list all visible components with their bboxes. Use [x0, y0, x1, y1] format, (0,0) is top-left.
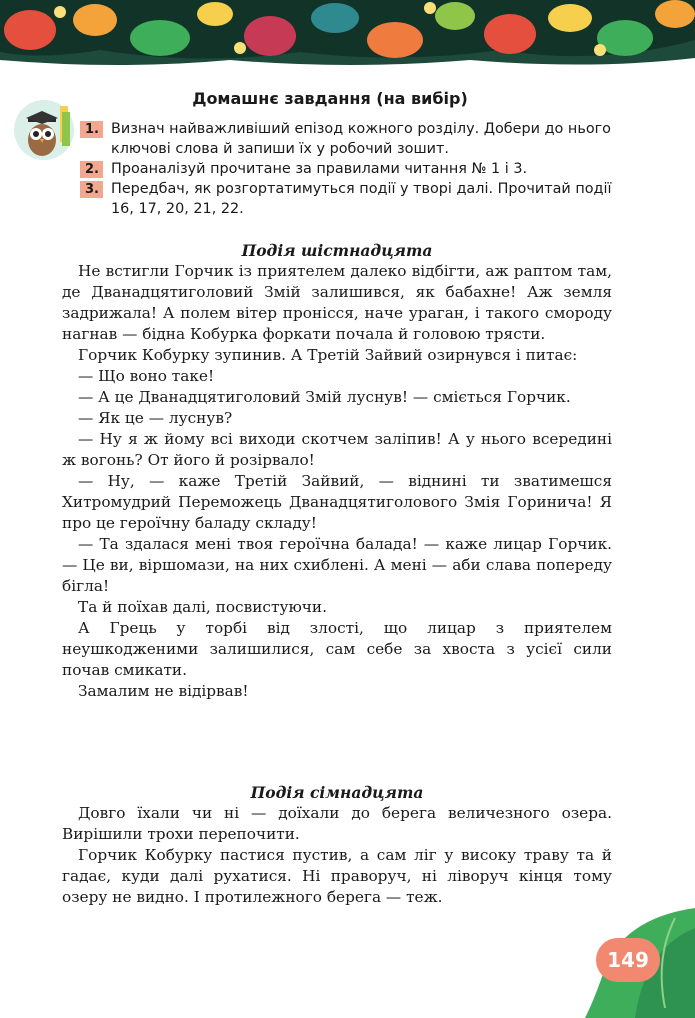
owl-mascot-icon [12, 96, 76, 162]
task-item [80, 119, 620, 159]
task-item [80, 179, 620, 219]
story-paragraph: Горчик Кобурку пастися пустив, а сам ліг у високу траву та й гадає, куди далі рухатися. Ні праворуч, ні ліворуч кінця тому озеру не видно. І протилежного берега — теж. [62, 846, 612, 906]
story-paragraph: Замалим не відірвав! [78, 682, 249, 700]
story-paragraph: — Ну, — каже Третій Зайвий, — віднині ти зватимешся Хитромудрий Переможець Дванадцятиголового Змія Горинича! Я про це героїчну баладу складу! [62, 472, 612, 532]
task-number-badge: 2. [80, 161, 103, 178]
floral-banner [0, 0, 695, 66]
event-17-heading: Подія сімнадцята [250, 783, 424, 802]
page-number: 149 [596, 938, 660, 982]
task-number-badge: 1. [80, 121, 103, 138]
homework-title: Домашнє завдання (на вибір) [192, 89, 468, 108]
event-16-section [62, 240, 612, 702]
task-text: Проаналізуй прочитане за правилами читання № 1 і 3. [111, 161, 528, 177]
story-paragraph: — Як це — луснув? [78, 409, 233, 427]
event-16-heading: Подія шістнадцята [241, 241, 433, 260]
task-number-badge: 3. [80, 181, 103, 198]
story-paragraph: А Грець у торбі від злості, що лицар з приятелем неушкодженими залишилися, сам себе за хвоста з усієї сили почав смикати. [62, 619, 612, 679]
story-paragraph: Та й поїхав далі, посвистуючи. [78, 598, 327, 616]
task-text: Визнач найважливіший епізод кожного розділу. Добери до нього ключові слова й запиши їх у робочий зошит. [111, 121, 611, 157]
story-paragraph: — А це Дванадцятиголовий Змій луснув! — сміється Горчик. [78, 388, 571, 406]
story-paragraph: — Та здалася мені твоя героїчна балада! — каже лицар Горчик. — Це ви, віршомази, на них схиблені. А мені — аби слава попереду бігла! [62, 535, 612, 595]
task-item [80, 159, 620, 179]
story-paragraph: — Ну я ж йому всі виходи скотчем заліпив! А у нього всередині ж вогонь? От його й розірвало! [62, 430, 612, 469]
event-17-section [62, 782, 612, 908]
story-paragraph: — Що воно таке! [78, 367, 215, 385]
homework-task-list [80, 119, 620, 219]
task-text: Передбач, як розгортатимуться події у творі далі. Прочитай події 16, 17, 20, 21, 22. [111, 181, 612, 217]
story-paragraph: Не встигли Горчик із приятелем далеко відбігти, аж раптом там, де Дванадцятиголовий Змій залишився, як бабахне! Аж земля задрижала! А полем вітер пронісся, наче ураган, і такого смороду нагнав — бідна Кобурка форкати почала й головою трясти. [62, 262, 612, 343]
story-paragraph: Горчик Кобурку зупинив. А Третій Зайвий озирнувся і питає: [78, 346, 578, 364]
story-paragraph: Довго їхали чи ні — доїхали до берега величезного озера. Вирішили трохи перепочити. [62, 804, 612, 843]
